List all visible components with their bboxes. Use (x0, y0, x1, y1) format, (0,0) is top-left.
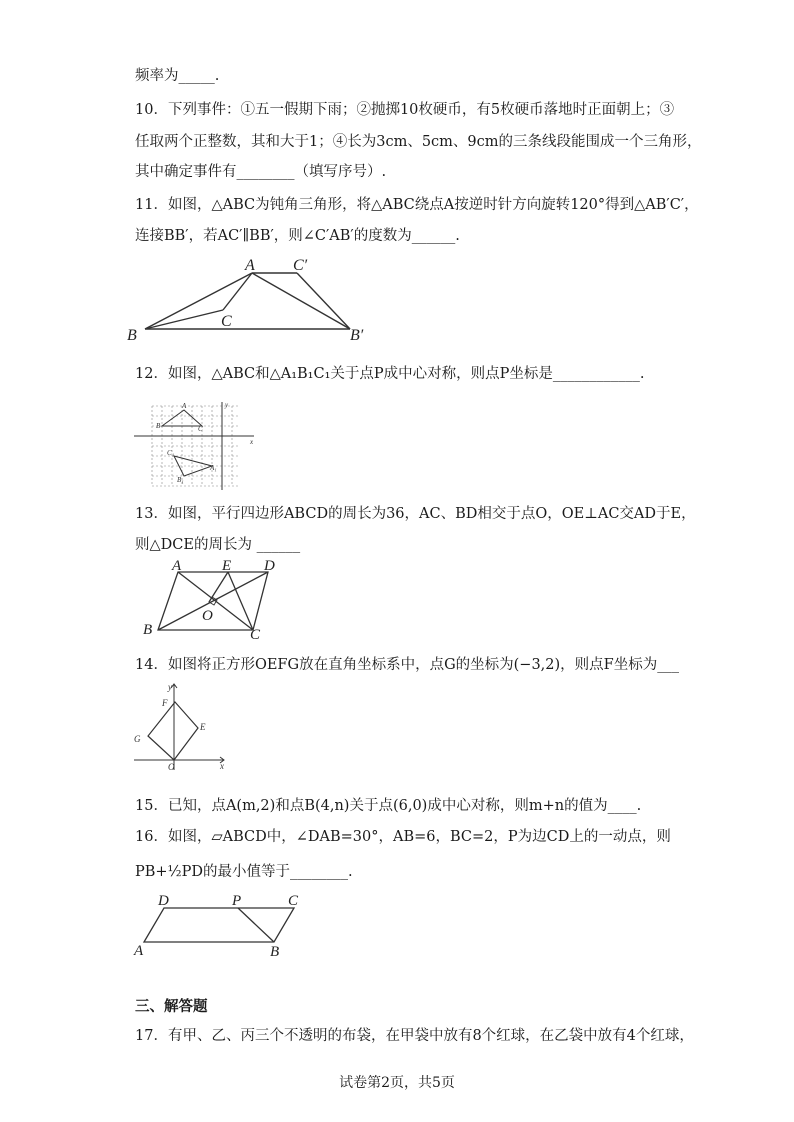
label-d: D (264, 560, 275, 574)
label-e: E (222, 560, 232, 574)
label-c: C (288, 893, 299, 909)
label-b-prime: B′ (350, 327, 364, 344)
label-a: A (245, 257, 255, 274)
page-footer: 试卷第2页，共5页 (339, 1075, 455, 1091)
q15-line1: 15．已知，点A(m,2)和点B(4,n)关于点(6,0)成中心对称，则m+n的值为____. (135, 798, 642, 814)
q16-line2: PB+½PD的最小值等于________. (135, 864, 353, 880)
label-b1: B₁ (177, 476, 184, 484)
label-a1: A₁ (210, 464, 217, 472)
label-y: y (168, 682, 172, 692)
figure-q16 (132, 890, 312, 960)
q9-tail: 频率为_____. (135, 68, 220, 84)
label-c: C (221, 313, 232, 330)
label-c: C (198, 425, 203, 433)
q10-line3: 其中确定事件有________（填写序号）. (135, 164, 387, 180)
section-heading-solutions: 三、解答题 (135, 998, 208, 1015)
q10-line2: 任取两个正整数，其和大于1；④长为3cm、5cm、9cm的三条线段能围成一个三角形， (135, 134, 702, 150)
segment-b-prime-c-prime (297, 273, 350, 329)
segment-ab (145, 273, 252, 329)
label-o: O (202, 608, 213, 624)
q10-line1: 10．下列事件：①五一假期下雨；②抛掷10枚硬币，有5枚硬币落地时正面朝上；③ (135, 102, 675, 118)
label-x: x (250, 438, 254, 446)
q11-line1: 11．如图，△ABC为钝角三角形，将△ABC绕点A按逆时针方向旋转120°得到△AB′C′， (135, 197, 699, 213)
label-p: P (232, 893, 242, 909)
q13-line2: 则△DCE的周长为 ______ (135, 537, 301, 553)
label-x: x (220, 761, 224, 771)
label-a: A (172, 560, 182, 574)
q12-line1: 12．如图，△ABC和△A₁B₁C₁关于点P成中心对称，则点P坐标是____________. (135, 366, 645, 382)
label-a: A (182, 402, 187, 410)
label-c-prime: C′ (293, 257, 308, 274)
figure-q14 (130, 680, 230, 775)
figure-q12 (130, 398, 260, 492)
square-oefg (148, 702, 198, 760)
label-g: G (134, 734, 141, 744)
label-b: B (127, 327, 137, 344)
label-b: B (270, 944, 280, 960)
q16-line1: 16．如图，▱ABCD中，∠DAB=30°，AB=6，BC=2，P为边CD上的一动点，则 (135, 829, 671, 845)
diagonal-ac (178, 572, 253, 630)
label-c1: C₁ (167, 449, 175, 457)
figure-q13 (138, 560, 283, 642)
segment-ab-prime (252, 273, 350, 329)
figure-q11 (125, 255, 385, 345)
q13-line1: 13．如图，平行四边形ABCD的周长为36，AC、BD相交于点O，OE⊥AC交AD于E， (135, 506, 696, 522)
label-e: E (200, 722, 206, 732)
label-y: y (225, 401, 229, 409)
label-d: D (158, 893, 169, 909)
segment-pb (238, 908, 274, 942)
label-b: B (143, 622, 153, 638)
q17-line1: 17．有甲、乙、丙三个不透明的布袋，在甲袋中放有8个红球，在乙袋中放有4个红球， (135, 1028, 694, 1044)
q11-line2: 连接BB′，若AC′∥BB′，则∠C′AB′的度数为______. (135, 228, 460, 244)
parallelogram-abcd (144, 908, 294, 942)
label-c: C (250, 627, 261, 642)
label-o: O (168, 762, 175, 772)
label-b: B (156, 422, 161, 430)
segment-bc (145, 310, 223, 329)
label-a: A (134, 943, 144, 959)
segment-ac (223, 273, 252, 310)
label-f: F (162, 698, 168, 708)
segment-ec (228, 572, 253, 630)
q14-line1: 14．如图将正方形OEFG放在直角坐标系中，点G的坐标为(−3,2)，则点F坐标为___ (135, 657, 679, 673)
